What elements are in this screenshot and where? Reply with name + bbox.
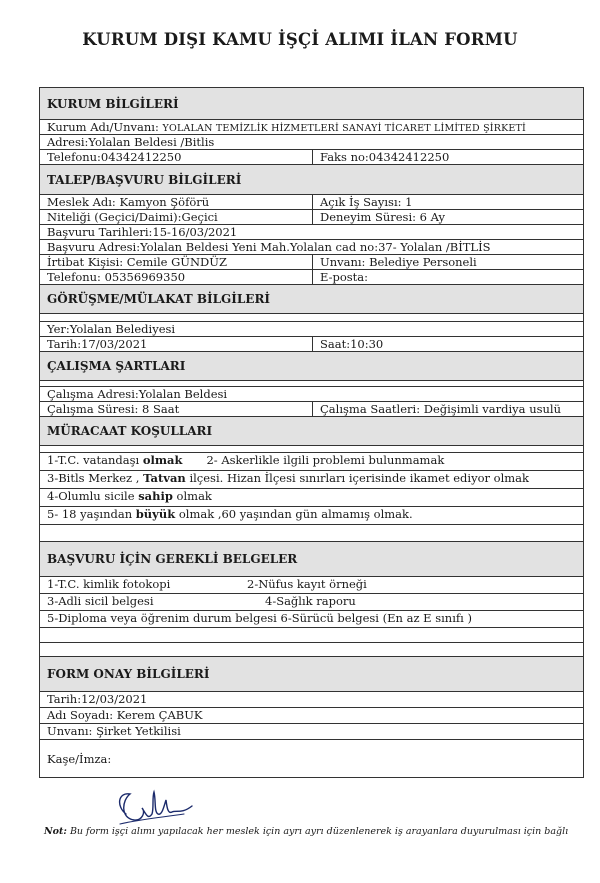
row-calisma-adresi: [40, 387, 583, 402]
belge-4: 4-Sağlık raporu: [265, 594, 356, 608]
section-header-kurum: KURUM BİLGİLERİ: [40, 88, 583, 120]
row-kosul-1: [40, 453, 583, 471]
row-kosul-4: [40, 489, 583, 507]
kurum-phone: Telefonu:04342412250: [40, 150, 313, 164]
signature-image: [112, 784, 202, 832]
footnote: [44, 826, 568, 837]
row-yer: [40, 322, 583, 337]
calisma-suresi: Çalışma Süresi: 8 Saat: [40, 402, 313, 416]
kosul-1-text: 1-T.C. vatandaşı: [47, 453, 143, 467]
basvuru-adresi: Başvuru Adresi:Yolalan Beldesi Yeni Mah.Yolalan cad no:37- Yolalan /BİTLİS: [47, 240, 491, 254]
section-header-belgeler: BAŞVURU İÇİN GEREKLİ BELGELER: [40, 542, 583, 577]
belge-1: 1-T.C. kimlik fotokopi: [47, 577, 171, 591]
row-onay-adsoyad: [40, 708, 583, 724]
note-text: Bu form işçi alımı yapılacak her meslek için ayrı ayrı düzenlenerek iş arayanlara duyurulması için bağlı: [66, 826, 569, 837]
row-irtibat: [40, 255, 583, 270]
spacer: [40, 628, 583, 643]
gorusme-tarih: Tarih:17/03/2021: [40, 337, 313, 351]
kosul-3-text: 3-Bitls Merkez ,: [47, 471, 144, 485]
kosul-4-rest: olmak: [172, 489, 212, 503]
onay-tarih: Tarih:12/03/2021: [47, 692, 148, 706]
row-belge-1: [40, 577, 583, 594]
kosul-5-text: 5- 18 yaşından: [47, 507, 136, 521]
acik-is-sayisi: Açık İş Sayısı: 1: [320, 195, 413, 209]
kosul-4-bold: sahip: [138, 489, 173, 503]
irtibat-telefon: Telefonu: 05356969350: [40, 270, 313, 284]
row-kosul-3: [40, 471, 583, 489]
row-basvuru-adresi: [40, 240, 583, 255]
spacer: [40, 446, 583, 453]
row-kurum-phone: [40, 150, 583, 165]
section-header-calisma: ÇALIŞMA ŞARTLARI: [40, 352, 583, 381]
kurum-fax: Faks no:04342412250: [320, 150, 450, 164]
kosul-5-bold: büyük: [135, 507, 176, 521]
gorusme-saat: Saat:10:30: [320, 337, 384, 351]
kurum-name-label: Kurum Adı/Unvanı:: [47, 120, 159, 134]
row-kurum-address: [40, 135, 583, 150]
row-telefon: [40, 270, 583, 285]
kosul-5-rest: olmak ,60 yaşından gün almamış olmak.: [175, 507, 413, 521]
belge-5: 5-Diploma veya öğrenim durum belgesi 6-Sürücü belgesi (En az E sınıfı ): [47, 611, 472, 625]
row-basvuru-tarihi: [40, 225, 583, 240]
kosul-1-bold: olmak: [142, 453, 183, 467]
row-belge-3: [40, 594, 583, 611]
kosul-3-bold: Tatvan: [143, 471, 186, 485]
kase-imza-label: Kaşe/İmza:: [47, 751, 112, 766]
gorusme-yer: Yer:Yolalan Belediyesi: [47, 322, 176, 336]
note-label: Not:: [44, 826, 67, 837]
onay-unvan: Unvanı: Şirket Yetkilisi: [47, 724, 181, 738]
irtibat-unvan: Unvanı: Belediye Personeli: [320, 255, 477, 269]
section-header-gorusme: GÖRÜŞME/MÜLAKAT BİLGİLERİ: [40, 285, 583, 314]
kurum-address: Adresi:Yolalan Beldesi /Bitlis: [47, 135, 215, 149]
calisma-adresi: Çalışma Adresi:Yolalan Beldesi: [47, 387, 228, 401]
section-header-muracaat: MÜRACAAT KOŞULLARI: [40, 417, 583, 446]
spacer: [40, 643, 583, 657]
deneyim-suresi: Deneyim Süresi: 6 Ay: [320, 210, 445, 224]
row-belge-5: [40, 611, 583, 628]
kosul-4-text: 4-Olumlu sicile: [47, 489, 139, 503]
belge-3: 3-Adli sicil belgesi: [47, 594, 154, 608]
row-onay-tarih: [40, 692, 583, 708]
kosul-2-text: 2- Askerlikle ilgili problemi bulunmamak: [206, 453, 445, 467]
announcement-form: [39, 87, 584, 778]
row-onay-unvan: [40, 724, 583, 740]
kosul-3-rest: ilçesi. Hizan İlçesi sınırları içerisinde ikamet ediyor olmak: [185, 471, 530, 485]
calisma-saatleri: Çalışma Saatleri: Değişimli vardiya usulü: [320, 402, 561, 416]
belge-2: 2-Nüfus kayıt örneği: [247, 577, 367, 591]
nitelik: Niteliği (Geçici/Daimi):Geçici: [40, 210, 313, 224]
row-kase-imza: [40, 740, 583, 777]
row-gorusme-tarih: [40, 337, 583, 352]
spacer: [40, 314, 583, 322]
row-calisma-suresi: [40, 402, 583, 417]
row-meslek: [40, 195, 583, 210]
irtibat-eposta: E-posta:: [320, 270, 369, 284]
kurum-name-value: YOLALAN TEMİZLİK HİZMETLERİ SANAYİ TİCARET LİMİTED ŞİRKETİ: [162, 123, 527, 134]
row-kosul-5: [40, 507, 583, 525]
form-title: KURUM DIŞI KAMU İŞÇİ ALIMI İLAN FORMU: [82, 30, 518, 49]
irtibat-kisisi: İrtibat Kişisi: Cemile GÜNDÜZ: [40, 255, 313, 269]
spacer: [40, 525, 583, 542]
section-header-onay: FORM ONAY BİLGİLERİ: [40, 657, 583, 692]
meslek-adi: Meslek Adı: Kamyon Şöförü: [40, 195, 313, 209]
row-nitelik: [40, 210, 583, 225]
onay-adsoyad: Adı Soyadı: Kerem ÇABUK: [47, 708, 203, 722]
basvuru-tarihleri: Başvuru Tarihleri:15-16/03/2021: [47, 225, 238, 239]
section-header-talep: TALEP/BAŞVURU BİLGİLERİ: [40, 165, 583, 195]
row-kurum-name: [40, 120, 583, 135]
